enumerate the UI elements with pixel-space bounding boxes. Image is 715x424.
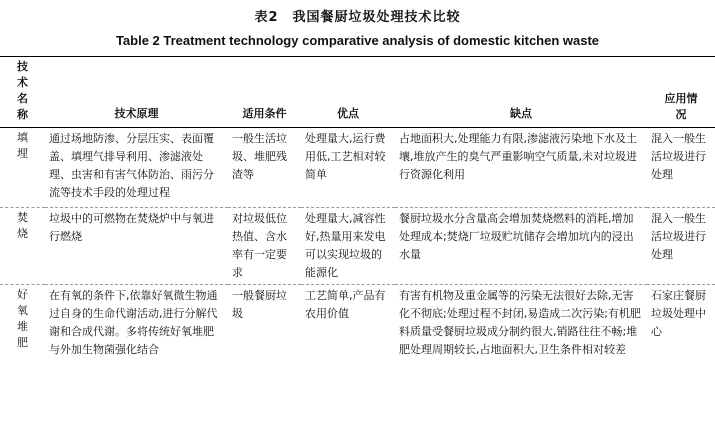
header-conditions: 适用条件 xyxy=(242,107,287,120)
table-header-row xyxy=(0,57,715,128)
cell-tech-name: 填埋 xyxy=(17,131,28,160)
table-caption-english: Table 2 Treatment technology comparative analysis of domestic kitchen waste xyxy=(115,33,600,48)
cell-pros: 处理量大,减容性好,热量用来发电可以实现垃圾的能源化 xyxy=(305,212,386,279)
header-cons: 缺点 xyxy=(510,107,532,120)
cell-conditions: 对垃圾低位热值、含水率有一定要求 xyxy=(232,212,287,279)
cell-pros: 工艺简单,产品有农用价值 xyxy=(305,289,386,320)
cell-pros: 处理量大,运行费用低,工艺相对较简单 xyxy=(305,132,386,181)
header-tech-name: 技术名称 xyxy=(17,60,28,121)
table-row xyxy=(0,128,715,208)
cell-conditions: 一般餐厨垃圾 xyxy=(232,289,287,320)
cell-tech-name: 好氧堆肥 xyxy=(17,288,28,349)
cell-application: 混入一般生活垃圾进行处理 xyxy=(651,212,706,261)
table-row xyxy=(0,285,715,370)
table-caption-chinese: 表2 我国餐厨垃圾处理技术比较 xyxy=(254,10,461,25)
cell-application: 混入一般生活垃圾进行处理 xyxy=(651,132,706,181)
header-application: 应用情况 xyxy=(664,92,698,121)
header-principle: 技术原理 xyxy=(114,107,159,120)
cell-application: 石家庄餐厨垃圾处理中心 xyxy=(651,289,706,338)
header-pros: 优点 xyxy=(337,107,359,120)
technology-comparison-table xyxy=(0,56,715,369)
cell-principle: 在有氧的条件下,依靠好氧微生物通过自身的生命代谢活动,进行分解代谢和合成代谢。多将传统好氧堆肥与外加生物菌强化结合 xyxy=(49,289,218,356)
cell-principle: 通过场地防渗、分层压实、表面覆盖、填埋气排导利用、渗滤液处理、虫害和有害气体防治、雨污分流等技术手段的处理过程 xyxy=(49,132,214,199)
cell-principle: 垃圾中的可燃物在焚烧炉中与氧进行燃烧 xyxy=(49,212,214,243)
cell-conditions: 一般生活垃圾、堆肥残渣等 xyxy=(232,132,287,181)
cell-cons: 餐厨垃圾水分含量高会增加焚烧燃料的消耗,增加处理成本;焚烧厂垃圾贮坑储存会增加坑内的浸出水量 xyxy=(399,212,634,261)
table-row xyxy=(0,208,715,285)
cell-cons: 有害有机物及重金属等的污染无法很好去除,无害化不彻底;处理过程不封闭,易造成二次污染;有机肥料质量受餐厨垃圾成分制约很大,销路往往不畅;堆肥处理周期较长,占地面积大,卫生条件相对较差 xyxy=(399,289,641,356)
cell-cons: 占地面积大,处理能力有限,渗滤液污染地下水及土壤,堆放产生的臭气严重影响空气质量,未对垃圾进行资源化利用 xyxy=(399,132,637,181)
cell-tech-name: 焚烧 xyxy=(17,211,28,240)
